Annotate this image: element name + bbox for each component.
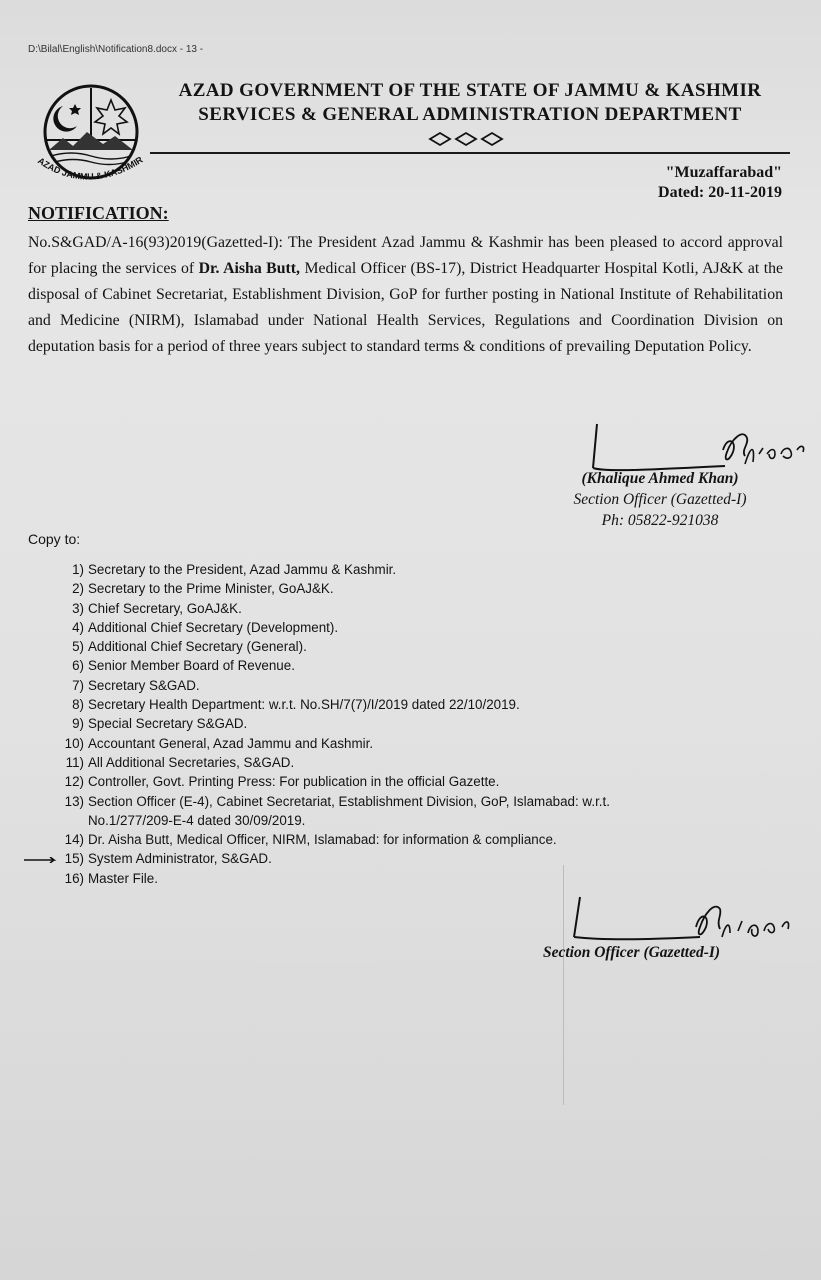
header-department-title: SERVICES & GENERAL ADMINISTRATION DEPARTMENT [198, 104, 742, 125]
notification-person-name: Dr. Aisha Butt, [198, 260, 300, 277]
list-item-number: 2) [72, 581, 84, 597]
list-item [36, 618, 756, 637]
government-emblem-logo [33, 78, 151, 190]
list-item-number: 6) [72, 658, 84, 674]
list-item [36, 792, 756, 811]
list-item-text: Additional Chief Secretary (General). [88, 639, 307, 655]
list-item-text: Secretary S&GAD. [88, 677, 200, 693]
header-divider [150, 152, 790, 154]
list-item-text: Secretary to the President, Azad Jammu & Kashmir. [88, 562, 397, 577]
list-item-text: Controller, Govt. Printing Press: For publication in the official Gazette. [88, 774, 500, 790]
pen-mark-arrow [24, 857, 58, 863]
list-item-text: Special Secretary S&GAD. [88, 716, 248, 732]
list-item [36, 560, 756, 579]
issue-place: "Muzaffarabad" [665, 164, 782, 181]
list-item [36, 849, 756, 868]
list-item-number: 12) [64, 774, 84, 790]
list-item [36, 830, 756, 849]
list-item-number: 5) [72, 639, 84, 655]
notification-body-intro: No.S&GAD/A-16(93)2019(Gazetted-I): The President Azad Jammu & Kashmir has been pleased to accord approval for placing the services of [28, 234, 783, 277]
issue-date: Dated: 20-11-2019 [658, 184, 782, 201]
signatory-designation: Section Officer (Gazetted-I) [573, 491, 747, 508]
list-item [36, 734, 756, 753]
copy-to-label: Copy to: [28, 531, 81, 547]
signatory-phone: Ph: 05822-921038 [601, 512, 719, 529]
list-item-number: 10) [64, 735, 84, 751]
list-item-number: 15) [64, 851, 84, 867]
list-item-text: Master File. [88, 870, 158, 886]
list-item-number: 13) [64, 793, 84, 809]
list-item [36, 695, 756, 714]
list-item-number: 14) [64, 832, 84, 848]
signatory-block [545, 468, 775, 531]
notification-body [28, 230, 783, 360]
list-item [36, 772, 756, 791]
list-item-number: 4) [72, 619, 84, 635]
list-item [36, 579, 756, 598]
fold-crease [563, 865, 564, 1105]
signatory-name: (Khalique Ahmed Khan) [581, 470, 739, 487]
list-item-text: Secretary to the Prime Minister, GoAJ&K. [88, 581, 334, 597]
list-item-text: System Administrator, S&GAD. [88, 851, 272, 867]
list-item [36, 714, 756, 733]
notification-body-rest: Medical Officer (BS-17), District Headquarter Hospital Kotli, AJ&K at the disposal of Cabinet Secretariat, Establishment Division, GoP for further posting in National Institute of Rehabilitation and Medicine (NIRM), Islamabad under National Health Services, Regulations and Coordination Division on deputation basis for a period of three years subject to standard terms & conditions of prevailing Deputation Policy. [28, 260, 784, 355]
list-item-number: 9) [72, 716, 84, 732]
list-item [36, 599, 756, 618]
list-item-text: Chief Secretary, GoAJ&K. [88, 600, 242, 616]
list-item [36, 753, 756, 772]
list-item-continuation: No.1/277/209-E-4 dated 30/09/2019. [88, 812, 306, 828]
emblem-ring-text: AZAD JAMMU & KASHMIR [35, 154, 145, 182]
header-government-title: AZAD GOVERNMENT OF THE STATE OF JAMMU & KASHMIR [178, 80, 762, 101]
list-item [36, 656, 756, 675]
list-item-text: Senior Member Board of Revenue. [88, 658, 295, 674]
list-item-text: Additional Chief Secretary (Development). [88, 619, 339, 635]
list-item [36, 869, 756, 888]
list-item-number: 16) [64, 870, 84, 886]
list-item-text: Accountant General, Azad Jammu and Kashmir. [88, 735, 374, 751]
list-item-number: 7) [72, 677, 84, 693]
header-ornament-icon [428, 131, 506, 147]
footer-signatory-designation: Section Officer (Gazetted-I) [543, 944, 721, 961]
list-item [36, 637, 756, 656]
list-item-text: Section Officer (E-4), Cabinet Secretariat, Establishment Division, GoP, Islamabad: w.r.t. [88, 793, 610, 809]
list-item-number: 8) [72, 697, 84, 713]
list-item [36, 676, 756, 695]
list-item-number: 11) [65, 754, 84, 770]
list-item-text: Secretary Health Department: w.r.t. No.SH/7(7)/I/2019 dated 22/10/2019. [88, 697, 520, 713]
copy-to-list [36, 560, 756, 888]
file-path: D:\Bilal\English\Notification8.docx - 13 - [28, 44, 204, 55]
notification-title: NOTIFICATION: [28, 203, 169, 223]
list-item-text: All Additional Secretaries, S&GAD. [88, 754, 295, 770]
list-item-text: Dr. Aisha Butt, Medical Officer, NIRM, Islamabad: for information & compliance. [88, 832, 557, 848]
list-item-number: 3) [72, 600, 84, 616]
list-item-number: 1) [72, 562, 84, 577]
